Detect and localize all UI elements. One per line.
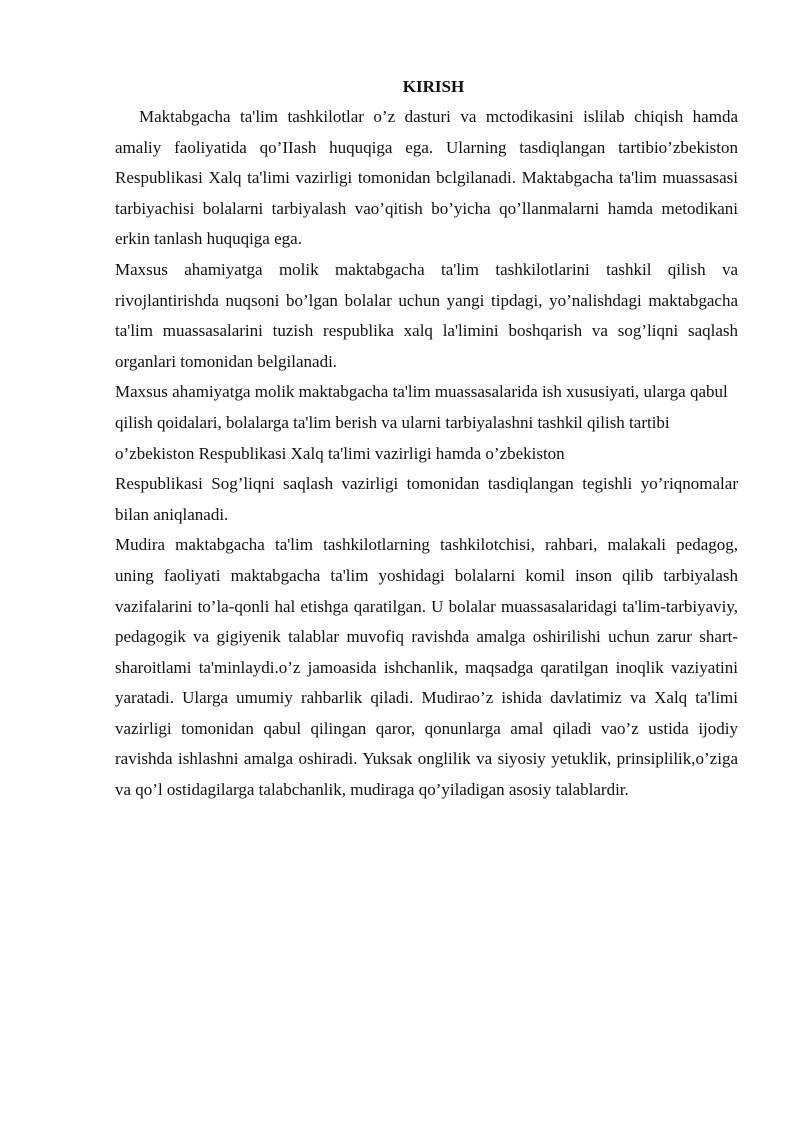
paragraph-health-ministry: Respublikasi Sog’liqni saqlash vazirligi tomonidan tasdiqlangan tegishli yo’riqnomalar bilan aniqlanadi. (115, 474, 738, 524)
paragraph-admission-rules: Maxsus ahamiyatga molik maktabgacha ta'lim muassasalarida ish xususiyati, ularga qabul qilish qoidalari, bolalarga ta'lim berish va ularni tarbiyalashni tashkil qilish tartibi o’zbekiston Respublikasi Xalq ta'limi vazirligi hamda o’zbekiston (115, 382, 728, 463)
document-body (115, 72, 738, 806)
paragraph-director-role: Mudira maktabgacha ta'lim tashkilotlarning tashkilotchisi, rahbari, malakali pedagog, uning faoliyati maktabgacha ta'lim yoshidagi bolalarni komil inson qilib tarbiyalash vazifalarini to’la-qonli hal etishga qaratilgan. U bolalar muassasalaridagi ta'lim-tarbiyaviy, pedagogik va gigiyenik talablar muvofiq ravishda amalga oshirilishi uchun zarur shart-sharoitlami ta'minlaydi.o’z jamoasida ishchanlik, maqsadga qaratilgan inoqlik vaziyatini yaratadi. Ularga umumiy rahbarlik qiladi. Mudirao’z ishida davlatimiz va Xalq ta'limi vazirligi tomonidan qabul qilingan qaror, qonunlarga amal qiladi vao’z ustida ijodiy ravishda ishlashni amalga oshiradi. Yuksak onglilik va siyosiy yetuklik, prinsiplilik,o’ziga va qo’l ostidagilarga talabchanlik, mudiraga qo’yiladigan asosiy talablardir. (115, 535, 738, 800)
paragraph-intro: Maktabgacha ta'lim tashkilotlar o’z dasturi va mctodikasini islilab chiqish hamda amaliy faoliyatida qo’IIash huquqiga ega. Ularning tasdiqlangan tartibio’zbekiston Respublikasi Xalq ta'limi vazirligi tomonidan bclgilanadi. Maktabgacha ta'lim muassasasi tarbiyachisi bolalarni tarbiyalash vao’qitish bo’yicha qo’llanmalarni hamda metodikani erkin tanlash huquqiga ega. (115, 107, 738, 249)
paragraph-special-institutions: Maxsus ahamiyatga molik maktabgacha ta'lim tashkilotlarini tashkil qilish va rivojlantirishda nuqsoni bo’lgan bolalar uchun yangi tipdagi, yo’nalishdagi maktabgacha ta'lim muassasalarini tuzish respublika xalq la'limini boshqarish va sog’liqni saqlash organlari tomonidan belgilanadi. (115, 259, 738, 371)
page-title: KIRISH (402, 77, 465, 96)
